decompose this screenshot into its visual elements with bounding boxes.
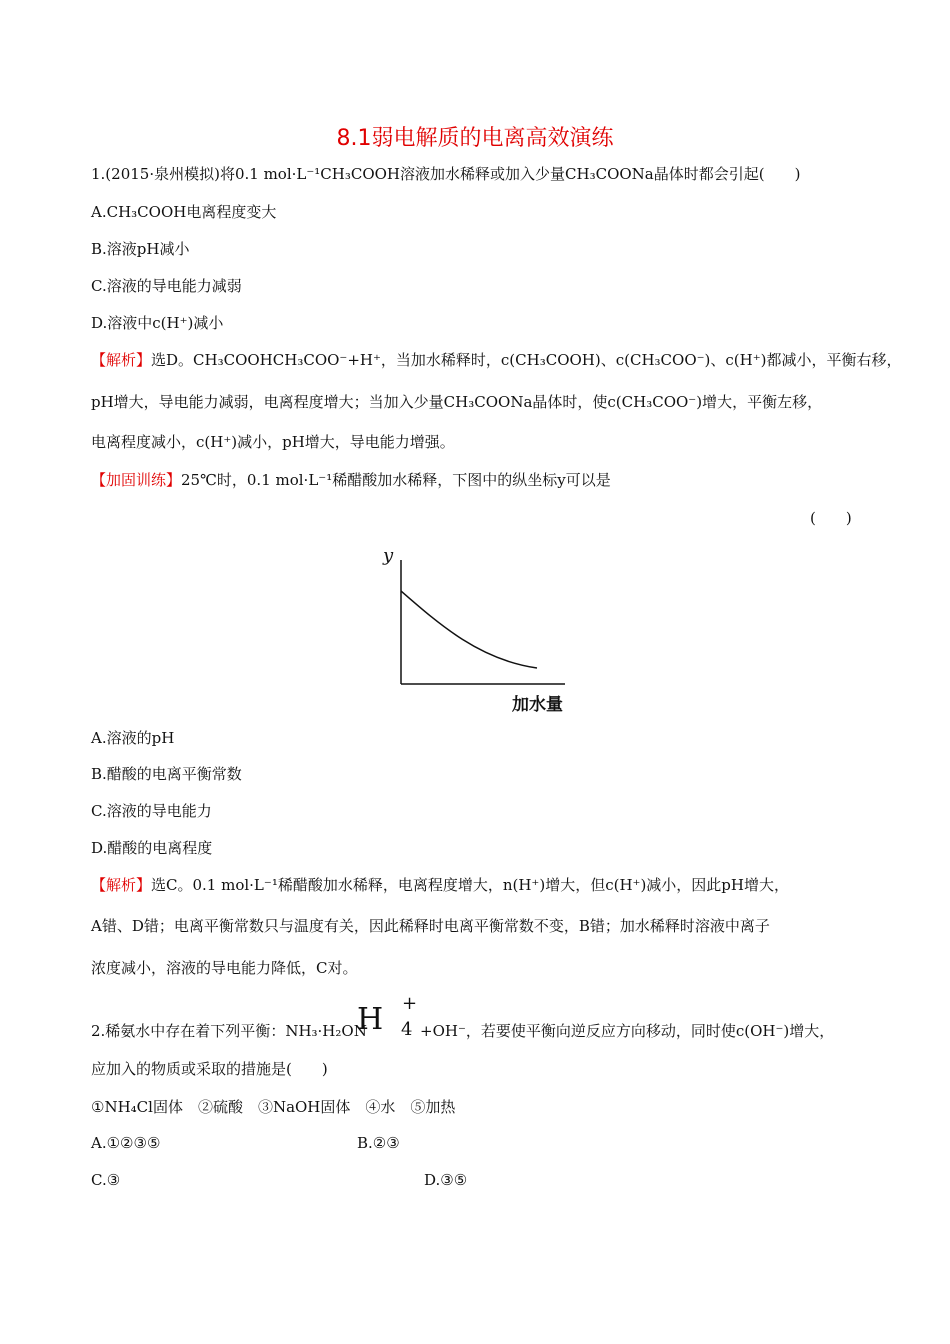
q1-analysis-line-2: pH增大，导电能力减弱，电离程度增大；当加入少量CH₃COONa晶体时，使c(CH₃COO⁻)增大，平衡左移，	[91, 393, 823, 411]
q1-option-b: B.溶液pH减小	[91, 240, 190, 258]
q2-stem-part1: 2.稀氨水中存在着下列平衡：NH₃·H₂ON	[91, 1022, 367, 1040]
q1-option-d: D.溶液中c(H⁺)减小	[91, 314, 224, 332]
q2-option-b: B.②③	[357, 1134, 400, 1152]
q1-option-c: C.溶液的导电能力减弱	[91, 277, 242, 295]
q2-option-a: A.①②③⑤	[91, 1134, 161, 1152]
decay-curve-graph	[380, 540, 580, 690]
q1-stem: 1.(2015·泉州模拟)将0.1 mol·L⁻¹CH₃COOH溶液加水稀释或加入少量CH₃COONa晶体时都会引起( )	[91, 165, 801, 183]
extra-analysis-line-1	[91, 874, 789, 895]
extra-stem: 25℃时，0.1 mol·L⁻¹稀醋酸加水稀释，下图中的纵坐标y可以是	[181, 471, 611, 489]
q2-formula-plus: +	[402, 993, 418, 1014]
q2-stem-line2: 应加入的物质或采取的措施是( )	[91, 1060, 328, 1078]
extra-option-c: C.溶液的导电能力	[91, 802, 212, 820]
q1-option-a: A.CH₃COOH电离程度变大	[91, 203, 277, 221]
q2-option-d: D.③⑤	[424, 1171, 468, 1189]
q2-choices: ①NH₄Cl固体 ②硫酸 ③NaOH固体 ④水 ⑤加热	[91, 1098, 456, 1116]
q2-formula-h: H	[357, 1002, 384, 1037]
graph-y-label: y	[383, 545, 394, 566]
extra-answer-paren: ( )	[810, 509, 852, 527]
extra-analysis-text-1: 选C。0.1 mol·L⁻¹稀醋酸加水稀释，电离程度增大，n(H⁺)增大，但c(H⁺)减小，因此pH增大，	[151, 876, 789, 894]
q1-analysis-text-1: 选D。CH₃COOHCH₃COO⁻+H⁺，当加水稀释时，c(CH₃COOH)、c(CH₃COO⁻)、c(H⁺)都减小，平衡右移，	[151, 351, 902, 369]
extra-label: 【加固训练】	[91, 471, 182, 489]
extra-stem-line	[91, 469, 611, 490]
q2-stem-part2: +OH⁻，若要使平衡向逆反应方向移动，同时使c(OH⁻)增大，	[420, 1022, 835, 1040]
graph-curve	[401, 591, 537, 668]
graph-x-label: 加水量	[512, 695, 563, 715]
extra-analysis-line-2: A错、D错；电离平衡常数只与温度有关，因此稀释时电离平衡常数不变，B错；加水稀释时溶液中离子	[91, 917, 770, 935]
q2-option-c: C.③	[91, 1171, 121, 1189]
q2-formula-four: 4	[401, 1019, 413, 1040]
extra-analysis-label: 【解析】	[91, 876, 152, 894]
q1-analysis-line-3: 电离程度减小，c(H⁺)减小，pH增大，导电能力增强。	[91, 433, 455, 451]
extra-option-d: D.醋酸的电离程度	[91, 839, 213, 857]
page-title: 8.1弱电解质的电离高效演练	[336, 126, 614, 151]
q1-analysis-label: 【解析】	[91, 351, 152, 369]
extra-option-a: A.溶液的pH	[91, 729, 175, 747]
extra-analysis-line-3: 浓度减小，溶液的导电能力降低，C对。	[91, 959, 358, 977]
extra-option-b: B.醋酸的电离平衡常数	[91, 765, 242, 783]
q1-analysis-line-1	[91, 349, 902, 370]
